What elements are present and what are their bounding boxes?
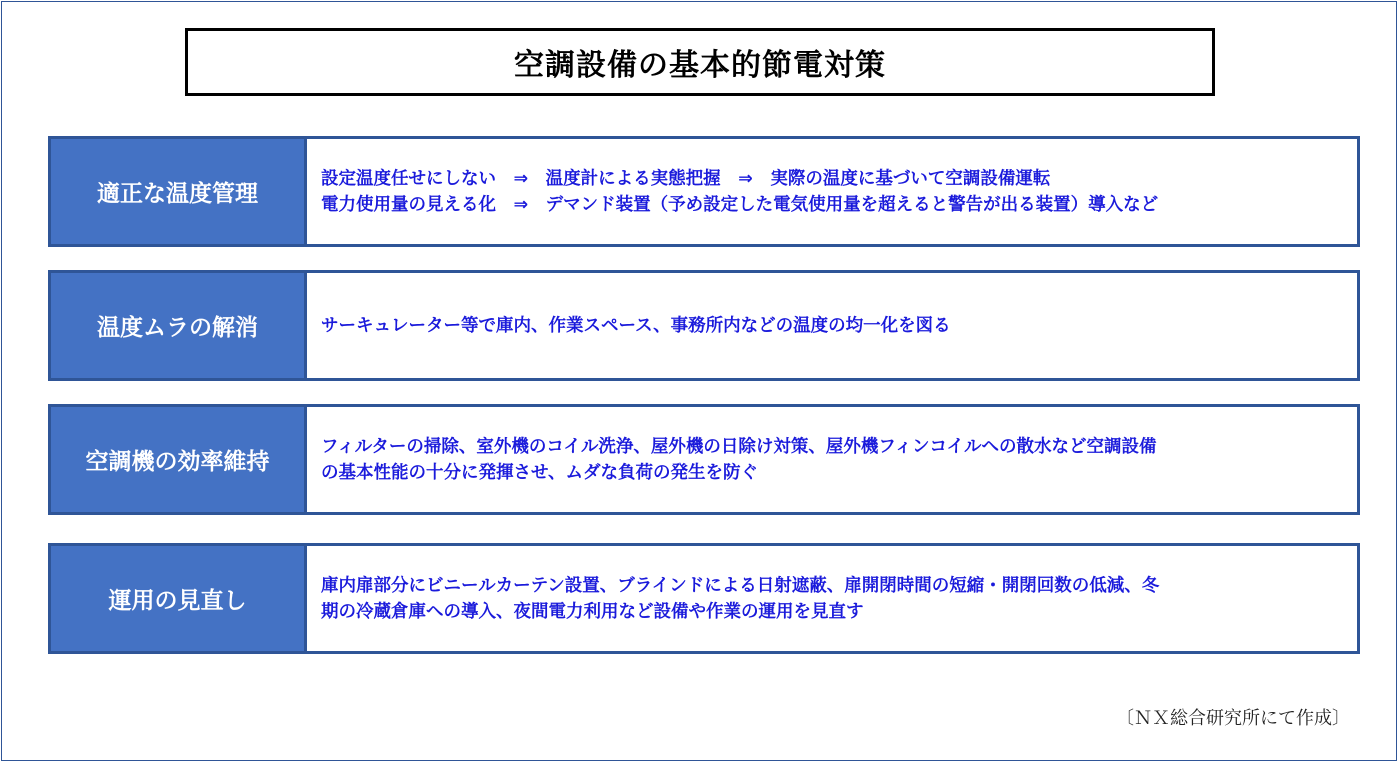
row-description xyxy=(307,546,1357,651)
measure-row-temperature-unevenness xyxy=(48,270,1360,381)
row-description xyxy=(307,273,1357,378)
row-description xyxy=(307,407,1357,512)
description-line: サーキュレーター等で庫内、作業スペース、事務所内などの温度の均一化を図る xyxy=(321,315,951,336)
description-line: 期の冷蔵倉庫への導入、夜間電力利用など設備や作業の運用を見直す xyxy=(321,601,864,622)
description-line: 設定温度任せにしない ⇒ 温度計による実態把握 ⇒ 実際の温度に基づいて空調設備運転 xyxy=(321,168,1051,189)
row-label-box xyxy=(51,407,307,512)
title-box xyxy=(185,28,1215,96)
measure-row-ac-efficiency xyxy=(48,404,1360,515)
page-title: 空調設備の基本的節電対策 xyxy=(514,48,886,83)
measure-row-temperature-management xyxy=(48,136,1360,247)
row-label-box xyxy=(51,139,307,244)
row-label: 温度ムラの解消 xyxy=(97,315,258,341)
source-note: 〔ＮＸ総合研究所にて作成〕 xyxy=(1116,708,1350,729)
measure-row-operation-review xyxy=(48,543,1360,654)
row-label-box xyxy=(51,546,307,651)
description-line: 電力使用量の見える化 ⇒ デマンド装置（予め設定した電気使用量を超えると警告が出る装置）導入など xyxy=(321,194,1159,215)
row-label: 運用の見直し xyxy=(108,588,247,614)
row-label-box xyxy=(51,273,307,378)
description-line: フィルターの掃除、室外機のコイル洗浄、屋外機の日除け対策、屋外機フィンコイルへの散水など空調設備 xyxy=(321,436,1157,457)
description-line: 庫内扉部分にビニールカーテン設置、ブラインドによる日射遮蔽、扉開閉時間の短縮・開閉回数の低減、冬 xyxy=(321,575,1160,596)
description-line: の基本性能の十分に発揮させ、ムダな負荷の発生を防ぐ xyxy=(321,462,758,483)
row-label: 空調機の効率維持 xyxy=(85,449,270,475)
row-description xyxy=(307,139,1357,244)
row-label: 適正な温度管理 xyxy=(97,181,258,207)
